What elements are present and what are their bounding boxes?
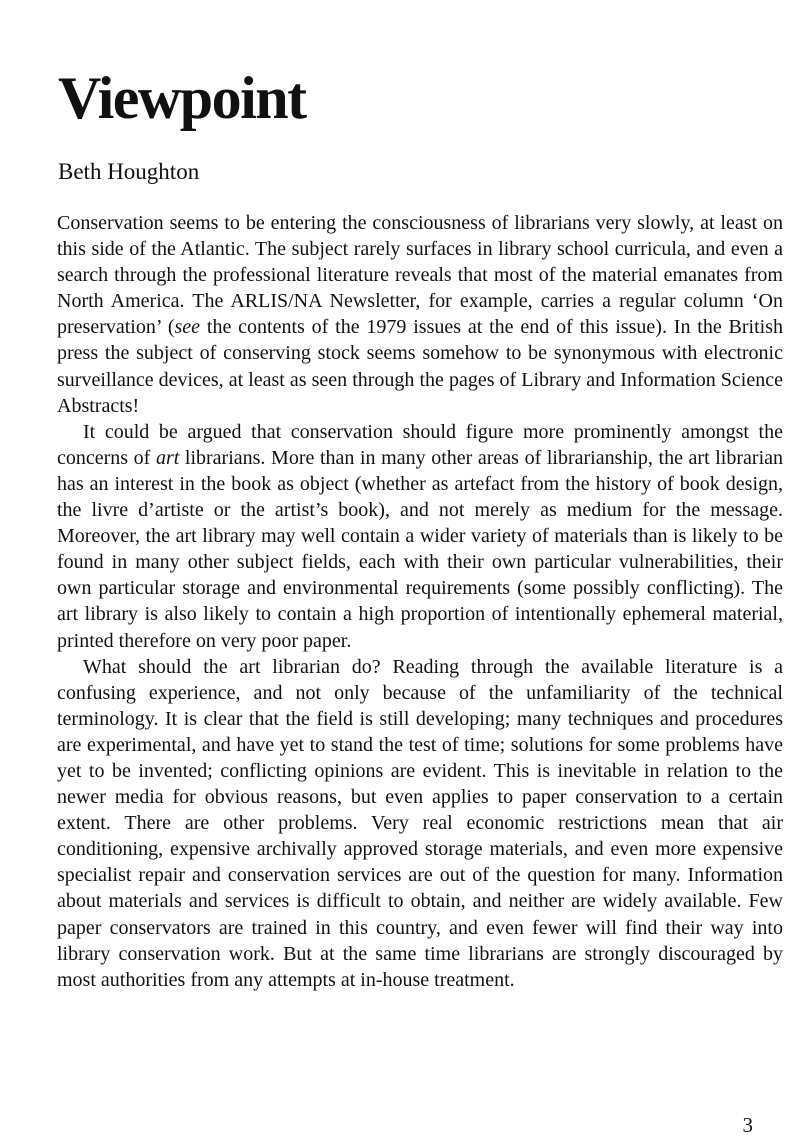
paragraph-1 [57, 210, 783, 419]
article-title: Viewpoint [58, 65, 306, 131]
paragraph-3 [57, 654, 783, 993]
author-name: Beth Houghton [58, 159, 200, 184]
paragraph-1-text-1: Conservation seems to be entering the consciousness of librarians very slowly, at least on this side of the Atlantic. The subject rarely surfaces in library school curricula, and even a search through the professional literature reveals that most of the material emanates from North America. The ARLIS/NA Newsletter, for example, carries a regular column ‘On preservation’ ( [57, 212, 783, 339]
article-body [57, 210, 783, 993]
paragraph-2-text-1: It could be argued that conservation should figure more prominently amongst the concerns of [57, 420, 783, 469]
paragraph-2-italic-art: art [155, 446, 180, 469]
page-number: 3 [742, 1113, 753, 1137]
paragraph-2-text-2: librarians. More than in many other areas of librarianship, the art librarian has an interest in the book as object (whether as artefact from the history of book design, the livre d’artiste or the artist’s book), and not merely as medium for the message. Moreover, the art library may well contain a wider variety of materials than is likely to be found in many other subject fields, each with their own particular vulnerabilities, their own particular storage and environmental requirements (some possibly conflicting). The art library is also likely to contain a high proportion of intentionally ephemeral material, printed therefore on very poor paper. [57, 446, 783, 652]
paragraph-1-italic-see: see [174, 316, 201, 339]
paragraph-1-text-2: the contents of the 1979 issues at the end of this issue). In the British press the subject of conserving stock seems somehow to be synonymous with electronic surveillance devices, at least as seen through the pages of Library and Information Science Abstracts! [57, 316, 783, 417]
paragraph-2 [57, 419, 783, 654]
paragraph-3-text-1: What should the art librarian do? Reading through the available literature is a confusing experience, and not only because of the unfamiliarity of the technical terminology. It is clear that the field is still developing; many techniques and procedures are experimental, and have yet to stand the test of time; solutions for some problems have yet to be invented; conflicting opinions are evident. This is inevitable in relation to the newer media for obvious reasons, but even applies to paper conservation to a certain extent. There are other problems. Very real economic restrictions mean that air conditioning, expensive archivally approved storage materials, and even more expensive specialist repair and conservation services are out of the question for many. Information about materials and services is difficult to obtain, and neither are widely available. Few paper conservators are trained in this country, and even fewer will find their way into library conservation work. But at the same time librarians are strongly discouraged by most authorities from any attempts at in-house treatment. [57, 655, 783, 991]
